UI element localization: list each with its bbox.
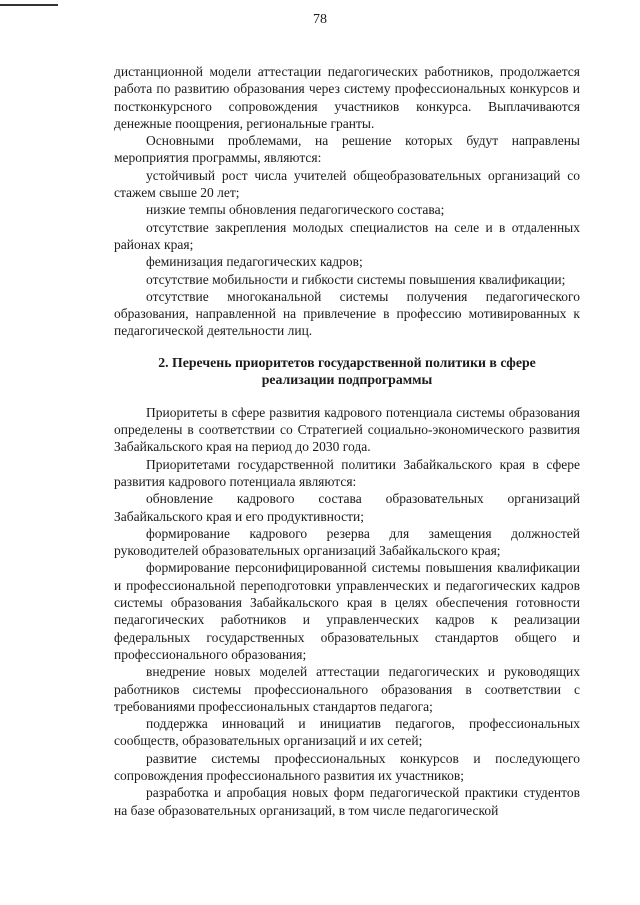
problem-item: низкие темпы обновления педагогического состава; (146, 202, 445, 218)
section-paragraph: Приоритеты в сфере развития кадрового потенциала системы образования определены в соответствии со Стратегией социально-экономического развития Забайкальского края на период до 2030 года. (114, 404, 580, 455)
section-heading: 2. Перечень приоритетов государственной политики в сфере реализации подпрограммы (158, 354, 536, 388)
priority-item: формирование кадрового резерва для замещения должностей руководителей образовательных организаций Забайкальского края; (114, 525, 580, 559)
priority-item: развитие системы профессиональных конкурсов и последующего сопровождения профессионального развития их участников; (114, 750, 580, 783)
problem-item: устойчивый рост числа учителей общеобразовательных организаций со стажем свыше 20 лет; (114, 167, 580, 201)
problem-item: отсутствие многоканальной системы получения педагогического образования, направленной на привлечение в профессию мотивированных к педагогической деятельности лиц. (114, 288, 580, 339)
problems-lead: Основными проблемами, на решение которых будут направлены мероприятия программы, являются: (114, 133, 580, 166)
priority-item: поддержка инноваций и инициатив педагогов, профессиональных сообществ, образовательных организаций и их сетей; (114, 716, 580, 749)
problem-item: отсутствие закрепления молодых специалистов на селе и в отдаленных районах края; (114, 219, 580, 252)
intro-paragraph: дистанционной модели аттестации педагогических работников, продолжается работа по развитию образования через систему профессиональных конкурсов и постконкурсного сопровождения участников конкурса. Выплачиваются денежные поощрения, региональные гранты. (114, 64, 580, 131)
problem-item: отсутствие мобильности и гибкости системы повышения квалификации; (146, 271, 566, 287)
priority-item: обновление кадрового состава образовательных организаций Забайкальского края и его продуктивности; (114, 491, 580, 524)
page-number: 78 (313, 12, 327, 27)
priority-item: внедрение новых моделей аттестации педагогических и руководящих работников системы профессионального образования в соответствии с требованиями профессиональных стандартов педагога; (114, 664, 580, 714)
priority-item: разработка и апробация новых форм педагогической практики студентов на базе образовательных организаций, в том числе педагогической (114, 785, 580, 818)
problem-item: феминизация педагогических кадров; (146, 254, 363, 270)
document-body (114, 63, 580, 819)
scan-edge-mark (0, 4, 58, 6)
priority-item: формирование персонифицированной системы повышения квалификации и профессиональной переподготовки управленческих и педагогических кадров системы образования Забайкальского края в целях обеспечения готовности педагогических работников и управленческих кадров к реализации федеральных государственных образовательных стандартов общего и профессионального образования; (114, 560, 580, 662)
section-paragraph: Приоритетами государственной политики Забайкальского края в сфере развития кадрового потенциала являются: (114, 456, 580, 489)
